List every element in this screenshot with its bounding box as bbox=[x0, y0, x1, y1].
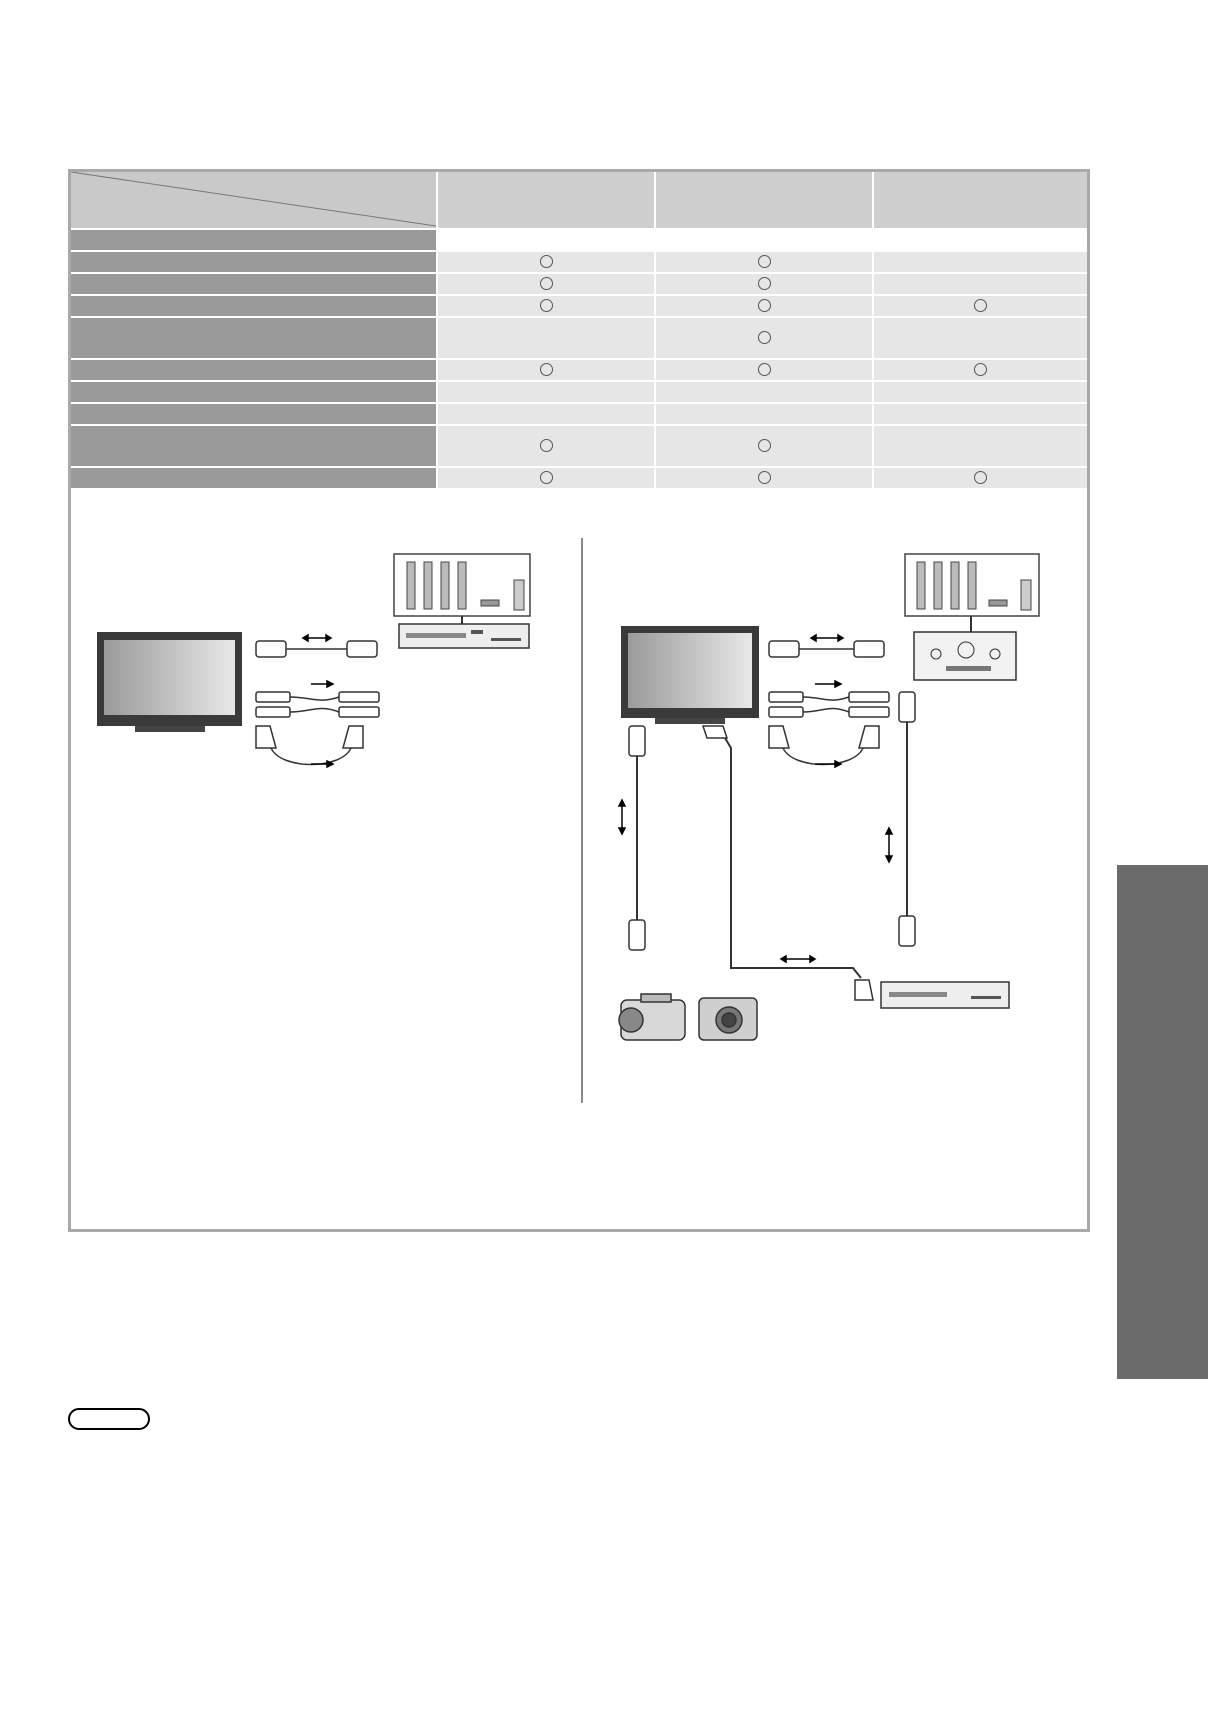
table-row bbox=[71, 381, 1087, 403]
compatibility-cell bbox=[437, 381, 655, 403]
compatibility-cell bbox=[655, 251, 873, 273]
compatibility-cell bbox=[655, 403, 873, 425]
right-connection-diagram bbox=[591, 508, 1081, 1108]
supported-circle-icon bbox=[540, 363, 553, 376]
table-row bbox=[71, 359, 1087, 381]
compatibility-cell bbox=[437, 403, 655, 425]
row-label-cell bbox=[71, 295, 437, 317]
table-row bbox=[71, 317, 1087, 359]
dvd-recorder-icon bbox=[881, 982, 1009, 1008]
diagram-divider bbox=[581, 538, 583, 1103]
camcorder-icon bbox=[619, 994, 685, 1040]
rca-cable bbox=[256, 692, 379, 717]
compatibility-cell bbox=[655, 317, 873, 359]
compatibility-cell bbox=[437, 425, 655, 467]
supported-circle-icon bbox=[758, 439, 771, 452]
row-label-cell bbox=[71, 467, 437, 489]
supported-circle-icon bbox=[540, 299, 553, 312]
left-connection-diagram bbox=[71, 508, 576, 1108]
av-amplifier-icon bbox=[914, 632, 1016, 680]
table-header-row bbox=[71, 172, 1087, 229]
compatibility-cell bbox=[437, 229, 655, 251]
supported-circle-icon bbox=[758, 277, 771, 290]
compatibility-cell bbox=[873, 425, 1087, 467]
supported-circle-icon bbox=[974, 471, 987, 484]
row-label-cell bbox=[71, 359, 437, 381]
speaker-system-icon bbox=[394, 554, 530, 624]
compatibility-cell bbox=[655, 295, 873, 317]
compatibility-cell bbox=[437, 467, 655, 489]
compatibility-cell bbox=[655, 273, 873, 295]
compatibility-cell bbox=[655, 381, 873, 403]
connection-diagrams bbox=[71, 508, 1087, 1229]
compatibility-cell bbox=[873, 381, 1087, 403]
compatibility-cell bbox=[437, 251, 655, 273]
speaker-system-icon bbox=[905, 554, 1039, 632]
table-row bbox=[71, 295, 1087, 317]
table-row bbox=[71, 273, 1087, 295]
note-label-badge bbox=[68, 1408, 150, 1430]
supported-circle-icon bbox=[758, 331, 771, 344]
tv-icon bbox=[97, 632, 242, 732]
hdmi-connector-icon bbox=[629, 726, 645, 950]
dvd-recorder-icon bbox=[399, 624, 529, 648]
feature-compatibility-table bbox=[71, 172, 1087, 490]
compatibility-cell bbox=[655, 467, 873, 489]
row-label-cell bbox=[71, 403, 437, 425]
table-row bbox=[71, 403, 1087, 425]
compatibility-cell bbox=[873, 403, 1087, 425]
row-label-cell bbox=[71, 381, 437, 403]
row-label-cell bbox=[71, 425, 437, 467]
table-row bbox=[71, 251, 1087, 273]
supported-circle-icon bbox=[758, 299, 771, 312]
column-header-3 bbox=[873, 172, 1087, 229]
row-label-cell bbox=[71, 251, 437, 273]
row-label-cell bbox=[71, 229, 437, 251]
compatibility-cell bbox=[873, 467, 1087, 489]
supported-circle-icon bbox=[540, 255, 553, 268]
supported-circle-icon bbox=[974, 299, 987, 312]
row-label-cell bbox=[71, 273, 437, 295]
compatibility-cell bbox=[873, 359, 1087, 381]
supported-circle-icon bbox=[758, 471, 771, 484]
compatibility-cell bbox=[437, 359, 655, 381]
supported-circle-icon bbox=[758, 363, 771, 376]
digital-camera-icon bbox=[699, 998, 757, 1040]
hdmi-cable bbox=[256, 641, 377, 657]
row-label-cell bbox=[71, 317, 437, 359]
supported-circle-icon bbox=[540, 471, 553, 484]
compatibility-cell bbox=[655, 425, 873, 467]
compatibility-cell bbox=[873, 229, 1087, 251]
table-corner-cell bbox=[71, 172, 437, 229]
bidirectional-arrow bbox=[303, 635, 331, 641]
compatibility-cell bbox=[437, 295, 655, 317]
compatibility-cell bbox=[437, 273, 655, 295]
section-tab bbox=[1117, 865, 1208, 1379]
table-row bbox=[71, 229, 1087, 251]
supported-circle-icon bbox=[540, 439, 553, 452]
table-row bbox=[71, 425, 1087, 467]
compatibility-panel bbox=[68, 169, 1090, 1232]
column-header-2 bbox=[655, 172, 873, 229]
supported-circle-icon bbox=[758, 255, 771, 268]
compatibility-cell bbox=[873, 317, 1087, 359]
supported-circle-icon bbox=[974, 363, 987, 376]
table-row bbox=[71, 467, 1087, 489]
supported-circle-icon bbox=[540, 277, 553, 290]
compatibility-cell bbox=[873, 273, 1087, 295]
compatibility-cell bbox=[655, 359, 873, 381]
column-header-1 bbox=[437, 172, 655, 229]
scart-cable bbox=[256, 726, 363, 765]
compatibility-cell bbox=[437, 317, 655, 359]
tv-icon bbox=[621, 626, 759, 724]
compatibility-cell bbox=[655, 229, 873, 251]
compatibility-cell bbox=[873, 295, 1087, 317]
compatibility-cell bbox=[873, 251, 1087, 273]
